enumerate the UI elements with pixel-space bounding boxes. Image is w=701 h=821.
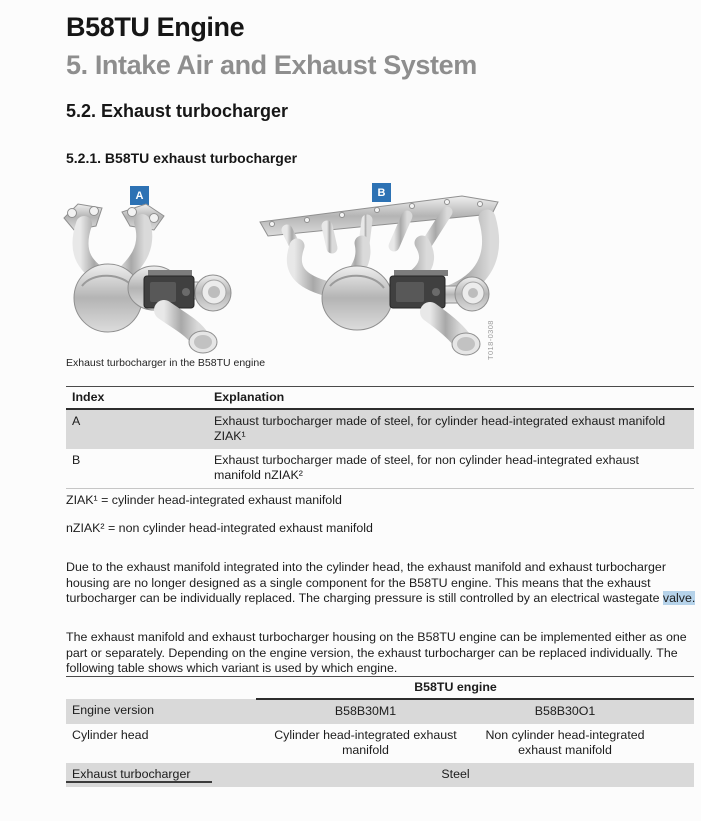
engine-table-title-row [66, 677, 694, 700]
table-row [66, 409, 694, 449]
turbocharger-a-illustration [56, 196, 241, 358]
footnote-ziak: ZIAK¹ = cylinder head-integrated exhaust manifold [66, 493, 342, 507]
section-heading: 5.2. Exhaust turbocharger [66, 101, 289, 121]
index-table-header-row [66, 387, 694, 410]
partial-bottom-rule [66, 781, 212, 783]
figure-code: T018-0308 [486, 320, 495, 360]
exhaust-turbocharger-label: Exhaust turbocharger [72, 767, 191, 781]
index-table [66, 386, 694, 489]
turbocharger-b-illustration [252, 188, 507, 360]
paragraph-variants: The exhaust manifold and exhaust turbocharger housing on the B58TU engine can be implemented either as one part or separately. Depending on the engine version, the exhaust turbocharger can be replaced individually. The following table shows which variant is used by which engine. [66, 630, 687, 675]
page-title: B58TU Engine [66, 12, 245, 42]
paragraph-wastegate [66, 560, 698, 606]
turbocharger-figure [0, 178, 701, 360]
engine-version-m1: B58B30M1 [334, 704, 397, 718]
engine-table-title-spacer [66, 677, 256, 700]
figure-caption: Exhaust turbocharger in the B58TU engine [66, 357, 266, 369]
engine-version-label: Engine version [72, 703, 154, 717]
table-row [66, 449, 694, 489]
index-table-header-explanation: Explanation [208, 387, 694, 410]
subsection-heading: 5.2.1. B58TU exhaust turbocharger [66, 150, 298, 166]
explanation-cell-b: Exhaust turbocharger made of steel, for non cylinder head-integrated exhaust manifold nZIAK² [214, 453, 639, 482]
chapter-heading: 5. Intake Air and Exhaust System [66, 50, 477, 80]
table-row [66, 724, 694, 763]
table-row [66, 699, 694, 724]
engine-table-title: B58TU engine [256, 677, 694, 700]
index-cell-b: B [72, 453, 81, 467]
cylinder-head-m1: Cylinder head-integrated exhaust manifold [274, 728, 457, 757]
footnote-nziak: nZIAK² = non cylinder head-integrated exhaust manifold [66, 521, 373, 535]
engine-variant-table [66, 676, 694, 787]
cylinder-head-label: Cylinder head [72, 728, 149, 742]
cylinder-head-o1: Non cylinder head-integrated exhaust manifold [485, 728, 645, 757]
label-b-badge: B [372, 183, 391, 202]
label-a-badge: A [130, 186, 149, 205]
engine-version-o1: B58B30O1 [534, 704, 596, 718]
selected-text: valve. [662, 590, 696, 605]
exhaust-turbocharger-value: Steel [441, 767, 470, 781]
explanation-cell-a: Exhaust turbocharger made of steel, for cylinder head-integrated exhaust manifold ZIAK¹ [214, 414, 666, 443]
index-table-header-index: Index [66, 387, 208, 410]
paragraph-wastegate-text: Due to the exhaust manifold integrated into the cylinder head, the exhaust manifold and exhaust turbocharger housing are no longer designed as a single component for the B58TU engine. This means that the exhaust turbocharger can be individually replaced. The charging pressure is still controlled by an electrical wastegate [66, 560, 666, 605]
index-cell-a: A [72, 414, 81, 428]
table-row [66, 763, 694, 787]
